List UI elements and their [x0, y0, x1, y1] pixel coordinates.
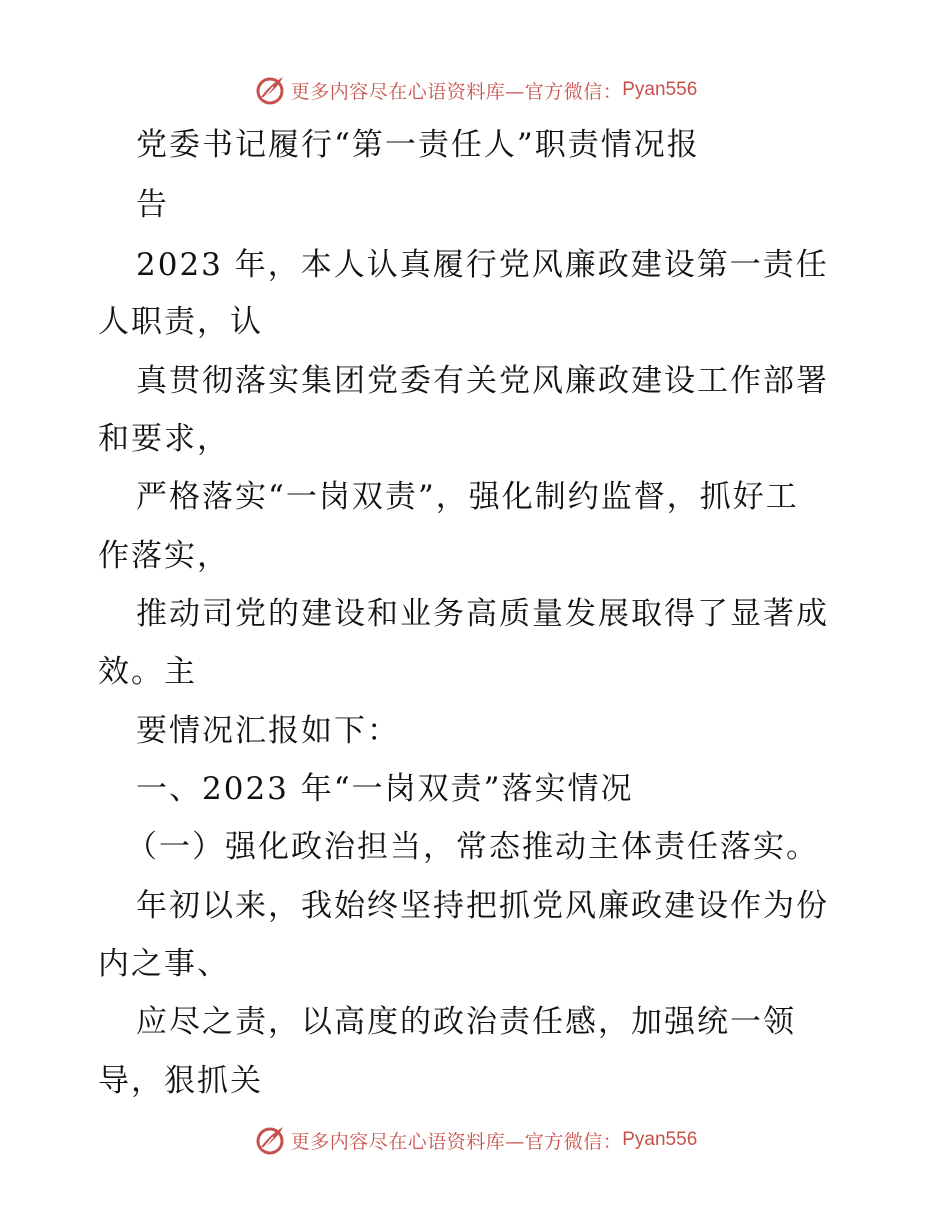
- section-heading: 一、2023 年“一岗双责”落实情况: [136, 771, 634, 807]
- text-line: 2023 年，本人认真履行党风廉政建设第一责任: [136, 247, 829, 283]
- title-line-2: 告: [136, 187, 169, 223]
- text-line: 应尽之责，以高度的政治责任感，加强统一领: [136, 1004, 796, 1040]
- text-line: 年初以来，我始终坚持把抓党风廉政建设作为份: [136, 888, 829, 924]
- text-line: 内之事、: [98, 946, 230, 982]
- banner-wechat-id: Pyan556: [622, 1129, 698, 1150]
- header-watermark-banner: [0, 70, 950, 110]
- text-line: 严格落实“一岗双责”，强化制约监督，抓好工: [136, 479, 799, 515]
- banner-text: 更多内容尽在心语资料库—官方微信：: [290, 80, 623, 103]
- banner-wechat-id: Pyan556: [622, 79, 698, 100]
- subsection-heading: （一）强化政治担当，常态推动主体责任落实。: [126, 829, 819, 865]
- text-line: 导，狠抓关: [98, 1063, 263, 1099]
- text-line: 推动司党的建设和业务高质量发展取得了显著成: [136, 596, 829, 632]
- text-line: 作落实，: [98, 538, 230, 574]
- footer-watermark-banner: [0, 1120, 950, 1160]
- text-line: 要情况汇报如下：: [136, 713, 400, 749]
- quill-logo-icon: [253, 1123, 287, 1157]
- text-line: 真贯彻落实集团党委有关党风廉政建设工作部署: [136, 363, 829, 399]
- text-line: 人职责，认: [98, 304, 263, 340]
- text-line: 效。主: [98, 654, 197, 690]
- banner-text: 更多内容尽在心语资料库—官方微信：: [290, 1130, 623, 1153]
- quill-logo-icon: [253, 73, 287, 107]
- text-line: 和要求，: [98, 421, 230, 457]
- title-line-1: 党委书记履行“第一责任人”职责情况报: [136, 127, 700, 163]
